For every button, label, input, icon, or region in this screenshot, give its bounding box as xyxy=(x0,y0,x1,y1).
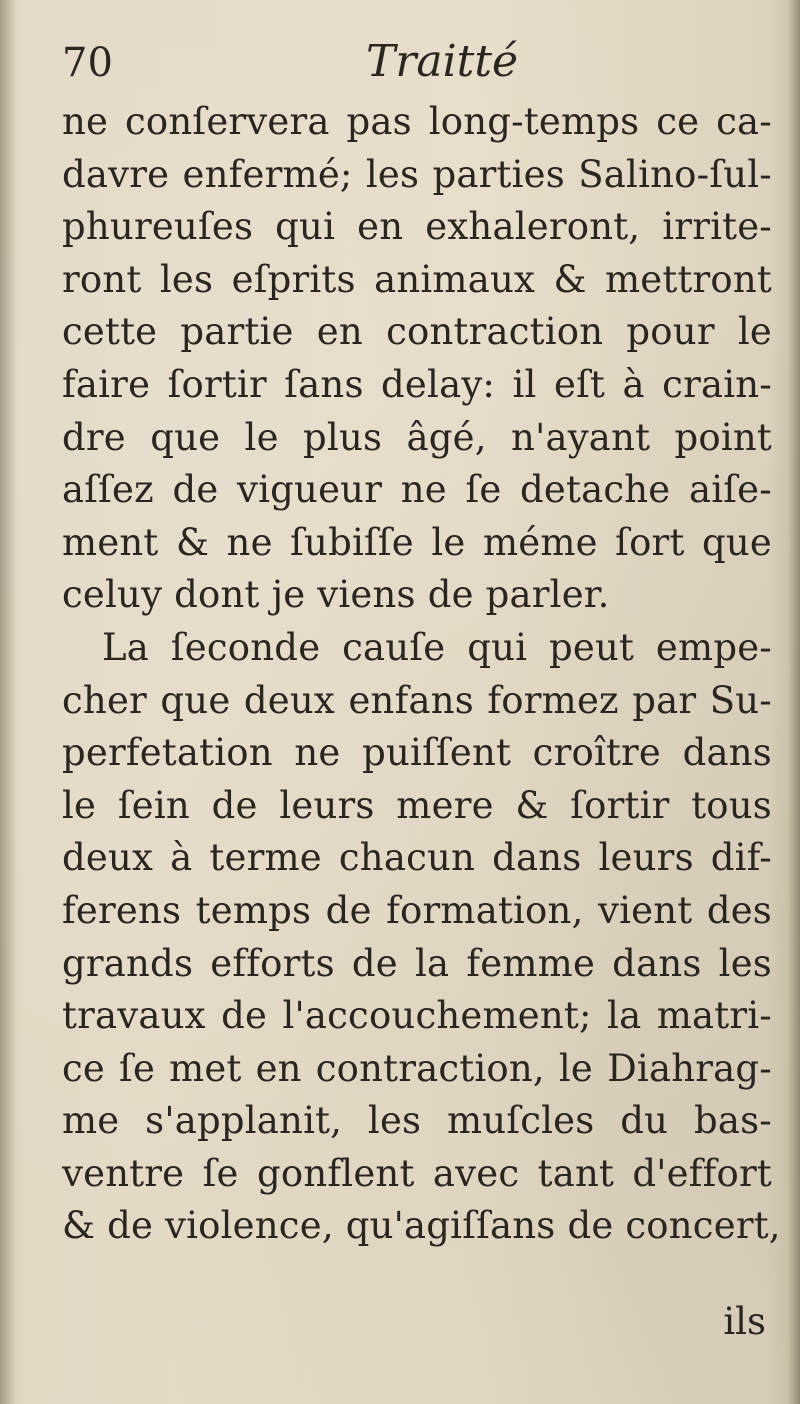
page-gutter-shadow xyxy=(0,0,16,1404)
text-line: ferens temps de formation, vient des xyxy=(62,888,772,932)
text-line: dre que le plus âgé, n'ayant point xyxy=(62,415,772,459)
text-line: cette partie en contraction pour le xyxy=(62,310,772,354)
text-line: davre enfermé; les parties Salino-ſul- xyxy=(62,152,772,196)
text-line: grands efforts de la femme dans les xyxy=(62,941,772,985)
text-line: aſſez de vigueur ne ſe detache aiſe- xyxy=(62,468,772,512)
text-line: & de violence, qu'agiſſans de concert, xyxy=(62,1204,781,1248)
text-line: ne conſervera pas long-temps ce ca- xyxy=(62,100,772,143)
page-edge-shadow xyxy=(788,0,800,1404)
text-line: deux à terme chacun dans leurs dif- xyxy=(62,836,772,880)
text-line: perfetation ne puiſſent croître dans xyxy=(62,731,772,775)
text-line: ce ſe met en contraction, le Diahrag- xyxy=(62,1046,772,1090)
text-line: ment & ne ſubiſſe le méme ſort que xyxy=(62,520,772,564)
text-line: phureuſes qui en exhaleront, irrite- xyxy=(62,205,772,249)
page-header xyxy=(62,36,762,96)
text-line: travaux de l'accouchement; la matri- xyxy=(62,994,772,1038)
text-line: le ſein de leurs mere & ſortir tous xyxy=(62,783,772,827)
running-title: Traitté xyxy=(366,36,519,87)
text-line-paragraph-start: La ſeconde cauſe qui peut empe- xyxy=(102,625,772,669)
body-text xyxy=(62,96,781,1253)
text-line: ventre ſe gonflent avec tant d'effort xyxy=(62,1151,772,1195)
text-line: cher que deux enfans formez par Su- xyxy=(62,678,772,722)
text-line: faire ſortir ſans delay: il eſt à crain- xyxy=(62,362,772,406)
page-number: 70 xyxy=(62,40,113,86)
text-line-paragraph-end: celuy dont je viens de parler. xyxy=(62,573,610,617)
text-line: ront les eſprits animaux & mettront xyxy=(62,257,772,301)
catchword: ils xyxy=(723,1300,766,1343)
text-line: me s'applanit, les muſcles du bas- xyxy=(62,1099,772,1143)
